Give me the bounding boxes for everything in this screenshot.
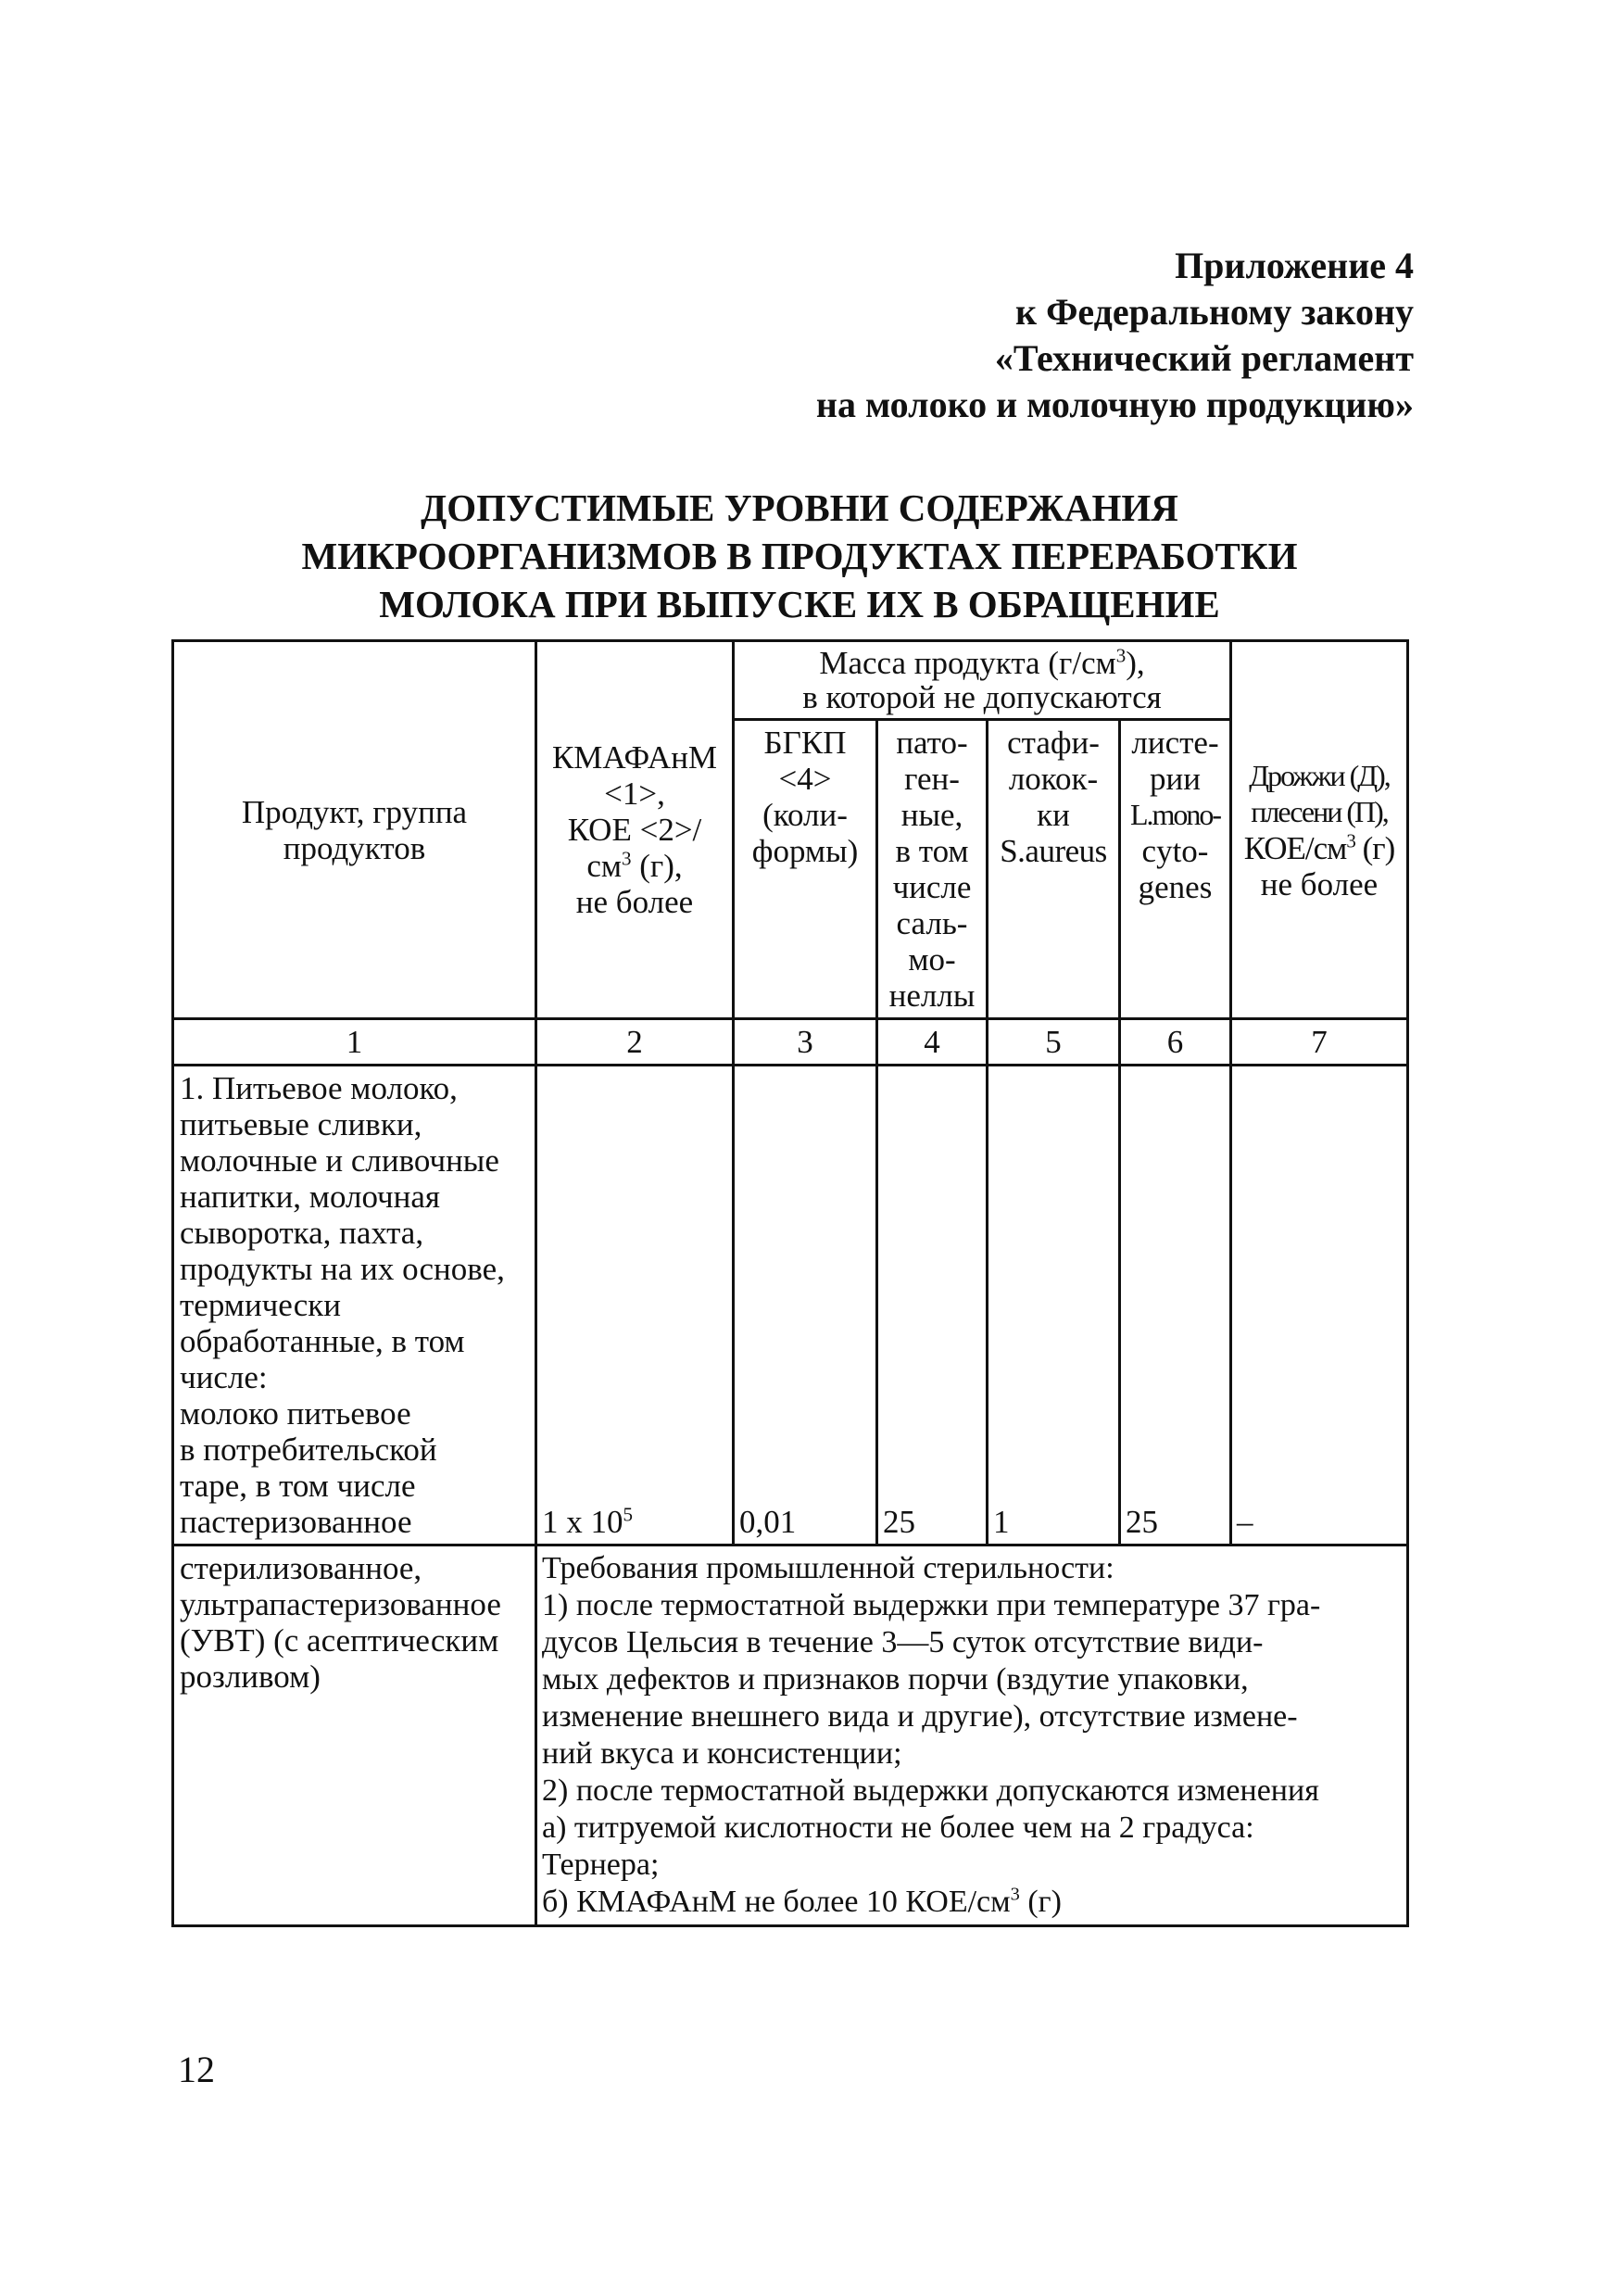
column-number: 6 (1120, 1019, 1231, 1066)
page-number: 12 (178, 2049, 215, 2090)
header-mass-group: Масса продукта $(г/см^3)$, в которой не допускаются (734, 641, 1231, 720)
column-number: 1 (173, 1019, 536, 1066)
row2-product: стерилизованное, ультрапастеризованное (УВТ) (с асептическим розливом) (173, 1545, 536, 1926)
row1-product: 1. Питьевое молоко, питьевые сливки, молочные и сливочные напитки, молочная сыворотка, пахта, продукты на их основе, термически обработанные, в том числе: молоко питьевое в потребительской таре, в том числе пастеризованное (173, 1066, 536, 1545)
table-row-drinking-milk (173, 1066, 1408, 1545)
annex-line-3: «Технический регламент (994, 337, 1414, 379)
row1-kmafanm: 1 x $10^5$ (536, 1066, 734, 1545)
table-row-sterilized (173, 1545, 1408, 1926)
header-kmafanm: КМАФАнМ <1>, КОЕ <2>/ $см^3$ (г), не более (536, 641, 734, 1019)
annex-caption (816, 243, 1414, 428)
column-number: 5 (988, 1019, 1120, 1066)
title-line-3: МОЛОКА ПРИ ВЫПУСКЕ ИХ В ОБРАЩЕНИЕ (379, 583, 1220, 625)
column-number: 4 (877, 1019, 988, 1066)
column-number: 3 (734, 1019, 877, 1066)
header-pathogenic: пато- ген- ные, в том числе саль- мо- неллы (877, 720, 988, 1019)
header-listeria: листе- рии L.mono- cyto- genes (1120, 720, 1231, 1019)
microorganism-limits-table (171, 639, 1409, 1927)
title-line-1: ДОПУСТИМЫЕ УРОВНИ СОДЕРЖАНИЯ (421, 486, 1178, 529)
column-number: 2 (536, 1019, 734, 1066)
header-bgkp: БГКП <4> (коли- формы) (734, 720, 877, 1019)
row1-listeria: 25 (1120, 1066, 1231, 1545)
row1-bgkp: 0,01 (734, 1066, 877, 1545)
annex-line-4: на молоко и молочную продукцию» (815, 384, 1414, 425)
annex-line-1: Приложение 4 (1175, 245, 1414, 286)
header-yeast-mold: Дрожжи (Д), плесени (П), КОЕ/$см^3$ (г) не более (1231, 641, 1408, 1019)
header-row-top (173, 641, 1408, 720)
title-line-2: МИКРООРГАНИЗМОВ В ПРОДУКТАХ ПЕРЕРАБОТКИ (301, 535, 1298, 577)
annex-line-2: к Федеральному закону (1015, 291, 1414, 333)
row2-requirements: Требования промышленной стерильности: 1) после термостатной выдержки при температуре 37 гра- дусов Цельсия в течение 3—5 суток отсутствие види- мых дефектов и признаков порчи (вздутие упаковки, изменение внешнего вида и другие), отсутствие измене- ний вкуса и консистенции; 2) после термостатной выдержки допускаются изменения а) титруемой кислотности не более чем на 2 градуса: Тернера; б) КМАФАнМ не более 10 КОЕ/$см^3$ (г) (536, 1545, 1408, 1926)
header-staphylococcus: стафи- локок- ки S.aureus (988, 720, 1120, 1019)
column-number-row (173, 1019, 1408, 1066)
column-number: 7 (1231, 1019, 1408, 1066)
document-title (0, 484, 1599, 628)
header-product: Продукт, группа продуктов (173, 641, 536, 1019)
row1-pathogenic: 25 (877, 1066, 988, 1545)
row1-staphylococcus: 1 (988, 1066, 1120, 1545)
row1-yeast-mold: – (1231, 1066, 1408, 1545)
